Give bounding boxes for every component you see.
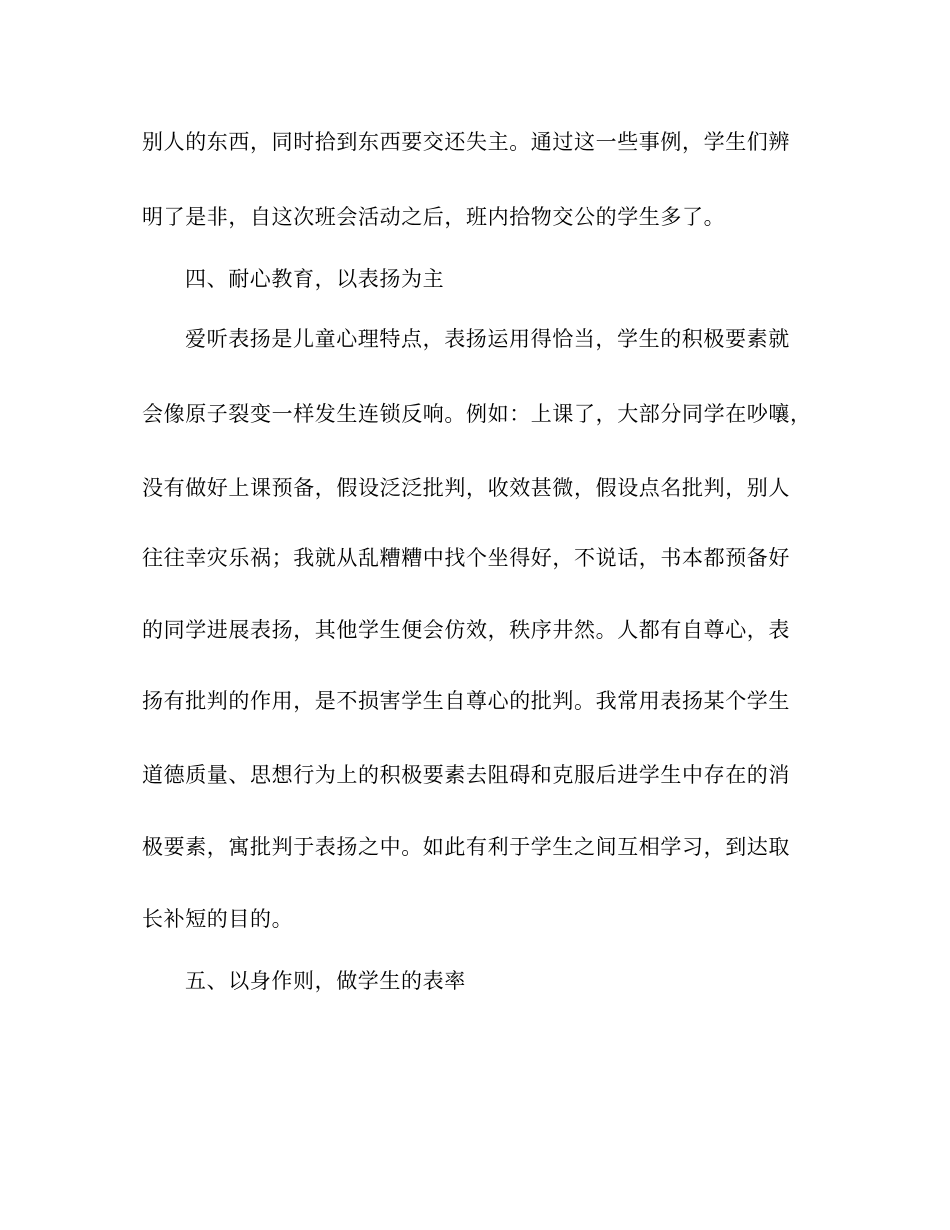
paragraph-line: 别人的东西，同时拾到东西要交还失主。通过这一些事例，学生们辨 xyxy=(142,130,790,154)
paragraph-line: 的同学进展表扬，其他学生便会仿效，秩序井然。人都有自尊心，表 xyxy=(142,618,790,642)
paragraph-line: 扬有批判的作用，是不损害学生自尊心的批判。我常用表扬某个学生 xyxy=(142,689,790,713)
paragraph-line: 没有做好上课预备，假设泛泛批判，收效甚微，假设点名批判，别人 xyxy=(142,476,790,500)
paragraph-line: 道德质量、思想行为上的积极要素去阻碍和克服后进学生中存在的消 xyxy=(142,763,790,787)
paragraph-line: 往往幸灾乐祸；我就从乱糟糟中找个坐得好，不说话，书本都预备好 xyxy=(142,546,790,570)
paragraph-line: 爱听表扬是儿童心理特点，表扬运用得恰当，学生的积极要素就 xyxy=(185,327,790,351)
section-heading: 五、以身作则，做学生的表率 xyxy=(185,969,466,993)
section-heading: 四、耐心教育，以表扬为主 xyxy=(185,267,445,291)
paragraph-line: 长补短的目的。 xyxy=(142,907,294,931)
paragraph-line: 会像原子裂变一样发生连锁反响。例如：上课了，大部分同学在吵嚷， xyxy=(142,402,812,426)
paragraph-line: 明了是非，自这次班会活动之后，班内拾物交公的学生多了。 xyxy=(142,205,726,229)
paragraph-line: 极要素，寓批判于表扬之中。如此有利于学生之间互相学习，到达取 xyxy=(142,835,790,859)
